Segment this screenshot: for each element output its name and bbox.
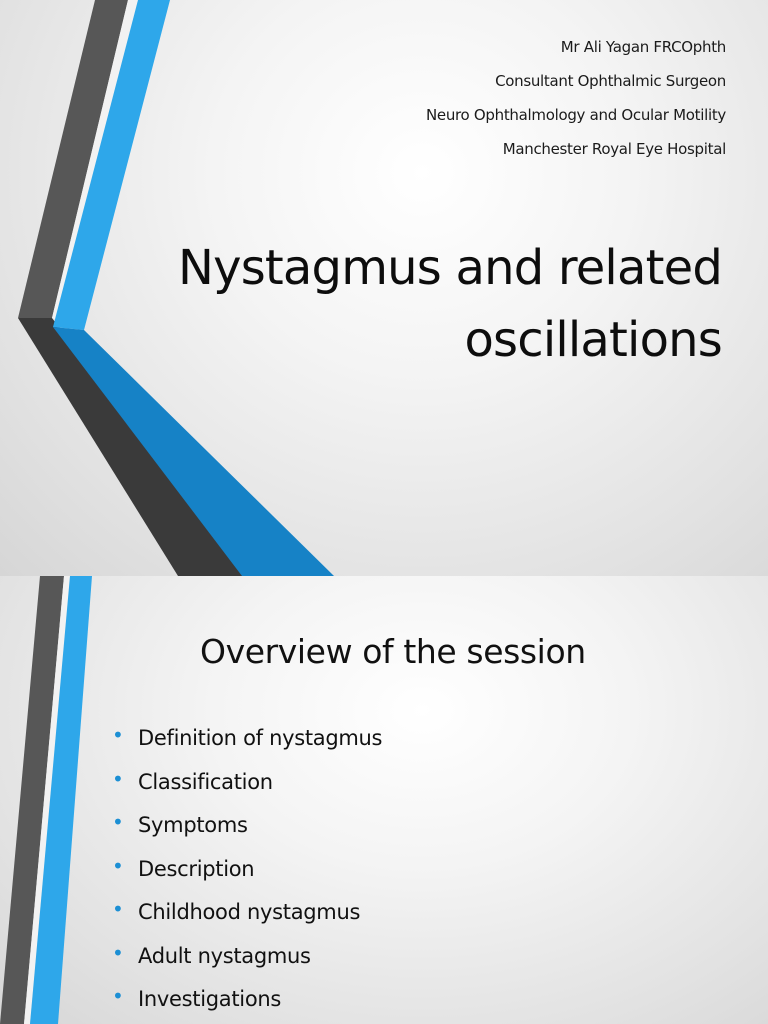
title-line-2: oscillations xyxy=(464,312,722,368)
author-specialty: Neuro Ophthalmology and Ocular Motility xyxy=(425,106,726,124)
slide-heading: Overview of the session xyxy=(200,632,586,671)
list-item-label: Description xyxy=(138,856,255,881)
bullet-dot-icon: • xyxy=(112,810,124,834)
list-item xyxy=(112,724,382,768)
bullet-dot-icon: • xyxy=(112,723,124,747)
bullet-dot-icon: • xyxy=(112,853,124,878)
list-item xyxy=(112,942,382,986)
title-line-1: Nystagmus and related xyxy=(177,240,722,296)
presentation-title xyxy=(178,232,722,376)
author-role: Consultant Ophthalmic Surgeon xyxy=(495,72,726,90)
bullet-dot-icon: • xyxy=(112,984,124,1008)
bullet-dot-icon: • xyxy=(112,940,124,965)
bullet-list xyxy=(112,724,382,1024)
list-item-label: Classification xyxy=(138,769,273,794)
list-item xyxy=(112,811,382,855)
list-item xyxy=(112,768,382,812)
list-item xyxy=(112,985,382,1024)
list-item xyxy=(112,855,382,899)
list-item-label: Definition of nystagmus xyxy=(138,726,383,750)
author-name: Mr Ali Yagan FRCOphth xyxy=(560,38,726,56)
bullet-dot-icon: • xyxy=(112,766,124,791)
bullet-dot-icon: • xyxy=(112,897,124,921)
list-item-label: Childhood nystagmus xyxy=(138,900,361,924)
list-item-label: Investigations xyxy=(138,987,282,1011)
author-info xyxy=(426,30,726,166)
author-hospital: Manchester Royal Eye Hospital xyxy=(502,140,726,158)
list-item-label: Symptoms xyxy=(138,813,248,837)
overview-slide xyxy=(0,576,768,1024)
list-item-label: Adult nystagmus xyxy=(138,943,311,968)
list-item xyxy=(112,898,382,942)
